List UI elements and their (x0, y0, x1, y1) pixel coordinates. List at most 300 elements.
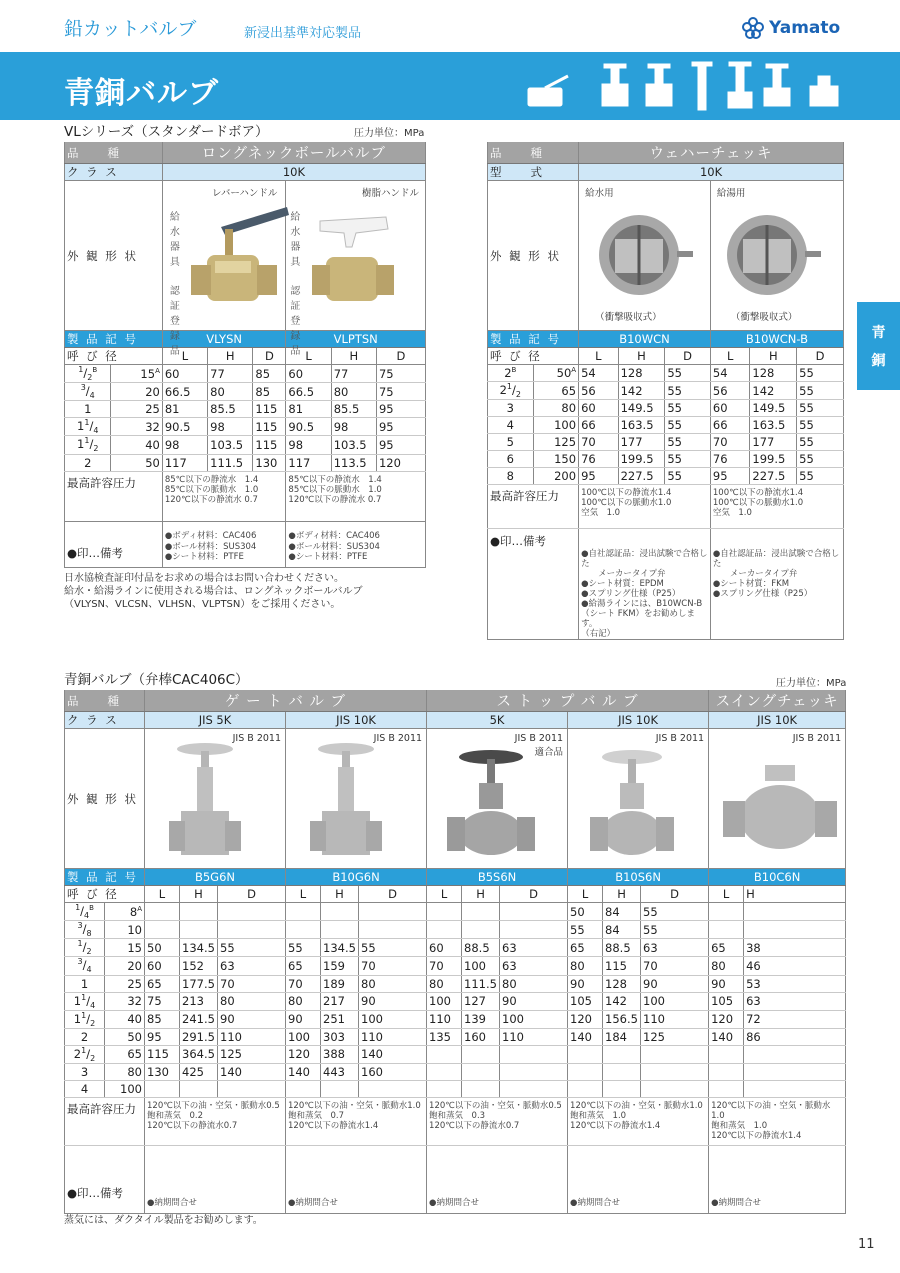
nominal-size-inch: 4 (65, 1080, 105, 1097)
dimension-cell (641, 1080, 709, 1097)
bronze-remark: ●納期問合せ (427, 1145, 568, 1213)
dimension-cell: 98 (286, 436, 331, 454)
dimension-cell (145, 903, 180, 921)
dimension-cell: 100 (359, 1010, 427, 1028)
dimension-cell: 84 (603, 921, 641, 939)
dimension-cell: 88.5 (603, 939, 641, 957)
dimension-cell: 105 (709, 992, 744, 1010)
dimension-cell: 110 (500, 1028, 568, 1045)
dimension-cell: 66 (579, 417, 619, 434)
dimension-cell: 139 (462, 1010, 500, 1028)
table-row (65, 401, 426, 418)
dimension-cell: 80 (500, 975, 568, 992)
dimension-cell: 95 (376, 436, 425, 454)
table-row (65, 1010, 846, 1028)
nominal-size-inch: $1^1/_4$ (65, 992, 105, 1010)
dimension-cell (744, 903, 846, 921)
nominal-size-inch: $1^1/_2$ (65, 436, 111, 454)
dimension-cell: 142 (603, 992, 641, 1010)
dimension-cell: 135 (427, 1028, 462, 1045)
dimension-cell: 111.5 (462, 975, 500, 992)
vl-remarks-2: ●ボディ材料：CAC406 ●ボール材料：SUS304 ●シート材料：PTFE (286, 521, 426, 567)
wafer-dimension-rows (488, 365, 844, 485)
nominal-size-inch: 5 (488, 434, 534, 451)
dimension-cell: 100 (641, 992, 709, 1010)
nominal-size-mm: $15^A$ (111, 365, 162, 383)
brand-flower-icon (742, 17, 764, 39)
dimension-cell: 66.5 (286, 383, 331, 401)
nominal-size-inch: $1^1/_2$ (65, 1010, 105, 1028)
dimension-cell: 72 (744, 1010, 846, 1028)
dimension-cell: 95 (145, 1028, 180, 1045)
nominal-size-mm: 65 (105, 1045, 145, 1063)
dimension-cell: 65 (145, 975, 180, 992)
stop-valve-5k-image: JIS B 2011 適合品 (427, 729, 568, 869)
dimension-cell: 388 (321, 1045, 359, 1063)
nominal-size-inch: 3 (65, 1063, 105, 1080)
dimension-cell: 75 (376, 383, 425, 401)
stop-valve-icon (441, 737, 551, 867)
product-code: VLYSN (162, 331, 286, 348)
dimension-cell (709, 1063, 744, 1080)
dimension-cell: 60 (162, 365, 207, 383)
nominal-size-inch: 1 (65, 975, 105, 992)
wafer-check-valve-icon (719, 199, 829, 309)
dimension-cell: 60 (427, 939, 462, 957)
dimension-cell: 63 (500, 939, 568, 957)
table-row (65, 454, 426, 471)
dimension-cell: 120 (376, 454, 425, 471)
table-row (65, 436, 426, 454)
bronze-footnote: 蒸気には、ダクタイル製品をお勧めします。 (64, 1215, 263, 1226)
dimension-cell: 303 (321, 1028, 359, 1045)
dimension-cell: 163.5 (750, 417, 797, 434)
dimension-cell: 213 (180, 992, 218, 1010)
dimension-cell: 149.5 (750, 400, 797, 417)
bronze-pressure: 120℃以下の油・空気・脈動水0.5 飽和蒸気 0.2 120℃以下の静流水0.7 (145, 1097, 286, 1145)
nominal-size-mm: 50 (105, 1028, 145, 1045)
dimension-cell: 227.5 (750, 468, 797, 485)
dimension-cell: 85.5 (208, 401, 253, 418)
table-row (65, 1028, 846, 1045)
dimension-cell: 81 (162, 401, 207, 418)
bronze-remark: ●納期問合せ (286, 1145, 427, 1213)
table-row (65, 992, 846, 1010)
dimension-cell (427, 1063, 462, 1080)
category-title: 鉛カットバルブ (64, 18, 197, 40)
wafer-check-valve-icon (591, 199, 701, 309)
dimension-cell: 65 (709, 939, 744, 957)
dimension-cell: 142 (618, 382, 665, 400)
nominal-size-inch: $^1/_2$ (65, 939, 105, 957)
table-row (488, 451, 844, 468)
dimension-cell: 75 (376, 365, 425, 383)
dimension-cell: 55 (797, 400, 844, 417)
dimension-cell: 80 (427, 975, 462, 992)
dimension-cell: 85 (253, 365, 286, 383)
nominal-size-inch: 6 (488, 451, 534, 468)
dimension-cell (321, 1080, 359, 1097)
bronze-type-gate: ゲ ー ト バ ル ブ (145, 690, 427, 712)
dimension-cell: 95 (579, 468, 619, 485)
wafer-type: ウェハーチェッキ (579, 142, 844, 164)
dimension-cell: 110 (359, 1028, 427, 1045)
dimension-cell: 70 (218, 975, 286, 992)
dimension-cell: 46 (744, 957, 846, 975)
dimension-cell: 100 (286, 1028, 321, 1045)
nominal-size-inch: $2^B$ (488, 365, 534, 382)
gate-valve-5k-image: JIS B 2011 (145, 729, 286, 869)
dimension-cell: 128 (603, 975, 641, 992)
dimension-cell (603, 1045, 641, 1063)
dimension-cell (359, 903, 427, 921)
gate-valve-icon (298, 737, 398, 867)
dimension-cell: 140 (359, 1045, 427, 1063)
dimension-cell (500, 1080, 568, 1097)
dimension-cell (145, 921, 180, 939)
table-row (65, 1045, 846, 1063)
dimension-cell: 70 (579, 434, 619, 451)
bronze-pressure: 120℃以下の油・空気・脈動水1.0 飽和蒸気 1.0 120℃以下の静流水1.4 (568, 1097, 709, 1145)
dimension-cell: 54 (710, 365, 750, 382)
nominal-size-mm: 200 (533, 468, 579, 485)
dimension-cell: 53 (744, 975, 846, 992)
bronze-dimension-rows (65, 903, 846, 1098)
side-tab: 青 銅 (857, 302, 900, 390)
bronze-type-stop: ス ト ッ プ バ ル ブ (427, 690, 709, 712)
dimension-cell: 55 (665, 365, 711, 382)
table-row (65, 903, 846, 921)
nominal-size-mm: 32 (105, 992, 145, 1010)
dimension-cell: 55 (665, 434, 711, 451)
nominal-size-mm: 20 (105, 957, 145, 975)
dimension-cell: 217 (321, 992, 359, 1010)
dimension-cell: 88.5 (462, 939, 500, 957)
dimension-cell: 110 (427, 1010, 462, 1028)
dimension-cell (744, 1063, 846, 1080)
dimension-cell (218, 1080, 286, 1097)
dimension-cell: 177 (750, 434, 797, 451)
dimension-cell: 54 (579, 365, 619, 382)
dimension-cell: 63 (500, 957, 568, 975)
dimension-cell: 103.5 (331, 436, 376, 454)
nominal-size-mm: 80 (105, 1063, 145, 1080)
nominal-size-mm: 100 (105, 1080, 145, 1097)
dimension-cell: 113.5 (331, 454, 376, 471)
dimension-cell: 95 (710, 468, 750, 485)
dimension-cell: 63 (218, 957, 286, 975)
dimension-cell (603, 1080, 641, 1097)
dimension-cell: 140 (218, 1063, 286, 1080)
vl-class: 10K (162, 164, 425, 181)
dimension-cell: 55 (359, 939, 427, 957)
dimension-cell: 70 (427, 957, 462, 975)
category-subtitle: 新浸出基準対応製品 (244, 26, 362, 41)
dimension-cell: 55 (797, 365, 844, 382)
dimension-cell: 125 (218, 1045, 286, 1063)
dimension-cell: 120 (568, 1010, 603, 1028)
dimension-cell: 76 (579, 451, 619, 468)
wafer-image-water: 給水用 （衝撃吸収式） (579, 181, 711, 331)
dimension-cell: 115 (253, 401, 286, 418)
nominal-size-mm: 80 (533, 400, 579, 417)
dimension-cell: 65 (286, 957, 321, 975)
dimension-cell: 120 (709, 1010, 744, 1028)
dimension-cell (218, 903, 286, 921)
cert-vertical-label: 給 水 器 具 認 証 登 録 品 (169, 212, 180, 357)
dimension-cell: 90 (641, 975, 709, 992)
table-row (488, 365, 844, 382)
dimension-cell: 160 (359, 1063, 427, 1080)
dimension-cell: 100 (427, 992, 462, 1010)
dimension-cell: 80 (331, 383, 376, 401)
dimension-cell: 55 (665, 382, 711, 400)
product-code: VLPTSN (286, 331, 426, 348)
wafer-pressure-2: 100℃以下の静流水1.4 100℃以下の脈動水1.0 空気 1.0 (710, 485, 843, 529)
dimension-cell: 50 (568, 903, 603, 921)
dimension-cell: 77 (208, 365, 253, 383)
dimension-cell: 38 (744, 939, 846, 957)
dimension-cell (709, 921, 744, 939)
dimension-cell (744, 921, 846, 939)
dimension-cell: 117 (286, 454, 331, 471)
dimension-cell: 159 (321, 957, 359, 975)
dimension-cell: 128 (618, 365, 665, 382)
dimension-cell: 70 (710, 434, 750, 451)
vl-pressure-1: 85℃以下の静流水 1.4 85℃以下の脈動水 1.0 120℃以下の静流水 0.7 (162, 471, 286, 521)
vl-section-title: VLシリーズ（スタンダードボア） (64, 124, 269, 140)
brand-logo (742, 16, 840, 40)
bronze-type-swing: スイングチェッキ (709, 690, 846, 712)
nominal-size-mm: 10 (105, 921, 145, 939)
dimension-cell (709, 1045, 744, 1063)
product-code: B10WCN (579, 331, 711, 348)
dimension-cell: 125 (641, 1028, 709, 1045)
table-row (488, 400, 844, 417)
product-code: B5S6N (427, 869, 568, 886)
dimension-cell (286, 903, 321, 921)
vl-pressure-unit: 圧力単位：MPa (354, 128, 425, 139)
wafer-pressure-1: 100℃以下の静流水1.4 100℃以下の脈動水1.0 空気 1.0 (579, 485, 711, 529)
nominal-size-inch: $^3/_4$ (65, 383, 111, 401)
dimension-cell: 156.5 (603, 1010, 641, 1028)
bronze-spec-table: 品 種 ゲ ー ト バ ル ブ ス ト ッ プ バ ル ブ スイングチェッキ ク ラ ス JIS 5K JIS 10K 5K JIS 10K JIS 10K 外 観 形 状 JIS B 2011 JIS B 2011 JIS B 2011 適合品 JIS B 2011 JIS B 2011 製 品 記 号 B5G6N B10G6N B5S6N B10S6N B10C6N 呼 び 径 L H D L H D L H D L H D L H $^1/_4^B$ $8^A$ 50 84 55 $^3/_8$ 10 55 84 55 $^1/_2$ 15 50 134.5 55 55 134.5 55 60 88.5 63 65 88.5 63 65 38 $^3/_4$ 20 60 152 63 65 159 70 70 100 63 80 115 70 80 46 1 25 65 177.5 70 70 189 80 80 111.5 80 90 128 90 90 53 $1^1/_4$ 32 75 213 80 80 217 90 100 127 90 105 142 100 105 63 $1^1/_2$ 40 85 241.5 90 90 251 100 110 139 100 120 156.5 110 120 72 2 50 95 291.5 110 100 303 110 135 160 110 140 184 125 140 86 $2^1/_2$ 65 115 364.5 125 120 388 140 3 80 130 425 140 140 443 160 4 100 最高許容圧力 120℃以下の油・空気・脈動水0.5 飽和蒸気 0.2 120℃以下の静流水0.7 120℃以下の油・空気・脈動水1.0 飽和蒸気 0.7 120℃以下の静流水1.4 120℃以下の油・空気・脈動水0.5 飽和蒸気 0.3 120℃以下の静流水0.7 120℃以下の油・空気・脈動水1.0 飽和蒸気 1.0 120℃以下の静流水1.4 120℃以下の油・空気・脈動水1.0 飽和蒸気 1.0 120℃以下の静流水1.4 ●印…備考 ●納期問合せ ●納期問合せ ●納期問合せ ●納期問合せ ●納期問合せ (64, 690, 846, 1214)
dimension-cell (321, 921, 359, 939)
dimension-cell: 103.5 (208, 436, 253, 454)
dimension-cell: 55 (568, 921, 603, 939)
bronze-remark: ●納期問合せ (568, 1145, 709, 1213)
dimension-cell: 95 (376, 418, 425, 436)
dimension-cell: 134.5 (180, 939, 218, 957)
dimension-cell: 115 (253, 418, 286, 436)
dimension-cell: 77 (331, 365, 376, 383)
nominal-size-inch: 2 (65, 454, 111, 471)
wafer-remarks-1: ●自社認証品：浸出試験で合格した メーカータイプ弁 ●シート材質：EPDM ●スプリング仕様（P25） ●給湯ラインには、B10WCN-B （シート FKM）をお勧めします。 （右記） (579, 529, 711, 640)
page-number: 11 (858, 1237, 875, 1252)
vl-spec-table: 品 種 ロングネックボールバルブ ク ラ ス 10K 外 観 形 状 レバーハンドル 給 水 器 具 認 証 登 録 品 樹脂ハンドル 給 水 器 具 認 証 登 録 品 製 品 記 号 VLYSN VLPTSN 呼 び 径 L H D L H D $^1/_2^B$ $15^A$ 60 77 85 60 77 75 $^3/_4$ 20 66.5 80 85 66.5 80 75 1 25 81 85.5 115 81 85.5 95 $1^1/_4$ 32 90.5 98 115 90.5 98 95 $1^1/_2$ 40 98 103.5 115 98 103.5 95 2 50 117 111.5 130 117 113.5 120 最高許容圧力 85℃以下の静流水 1.4 85℃以下の脈動水 1.0 120℃以下の静流水 0.7 85℃以下の静流水 1.4 85℃以下の脈動水 1.0 120℃以下の静流水 0.7 ●印…備考 ●ボディ材料：CAC406 ●ボール材料：SUS304 ●シート材料：PTFE ●ボディ材料：CAC406 ●ボール材料：SUS304 ●シート材料：PTFE (64, 142, 426, 568)
nominal-size-mm: 25 (105, 975, 145, 992)
dimension-cell (427, 1045, 462, 1063)
dimension-cell: 86 (744, 1028, 846, 1045)
dimension-cell: 55 (665, 417, 711, 434)
dimension-cell: 85.5 (331, 401, 376, 418)
nominal-size-mm: $8^A$ (105, 903, 145, 921)
dimension-cell: 90 (359, 992, 427, 1010)
vl-pressure-2: 85℃以下の静流水 1.4 85℃以下の脈動水 1.0 120℃以下の静流水 0.7 (286, 471, 426, 521)
dimension-cell: 134.5 (321, 939, 359, 957)
ball-valve-resin-icon (306, 199, 406, 329)
dimension-cell: 149.5 (618, 400, 665, 417)
dimension-cell: 85 (253, 383, 286, 401)
nominal-size-mm: $50^A$ (533, 365, 579, 382)
dimension-cell: 80 (359, 975, 427, 992)
table-row (65, 365, 426, 383)
dimension-cell (427, 921, 462, 939)
dimension-cell (462, 1080, 500, 1097)
dimension-cell (462, 921, 500, 939)
dimension-cell (145, 1080, 180, 1097)
dimension-cell (427, 903, 462, 921)
dimension-cell: 60 (286, 365, 331, 383)
table-row (65, 1063, 846, 1080)
dimension-cell (359, 921, 427, 939)
dimension-cell: 117 (162, 454, 207, 471)
dimension-cell: 55 (641, 903, 709, 921)
dimension-cell: 115 (253, 436, 286, 454)
dimension-cell (568, 1080, 603, 1097)
dimension-cell: 50 (145, 939, 180, 957)
nominal-size-inch: $1^1/_4$ (65, 418, 111, 436)
dimension-cell (286, 921, 321, 939)
dimension-cell: 65 (568, 939, 603, 957)
dimension-cell (286, 1080, 321, 1097)
vl-footnote: 日水協検査証印付品をお求めの場合はお問い合わせください。 給水・給湯ラインに使用される場合は、ロングネックボールバルブ （VLYSN、VLCSN、VLHSN、VLPTSN）をご採用ください。 (64, 573, 363, 610)
dimension-cell: 70 (359, 957, 427, 975)
dimension-cell: 90 (709, 975, 744, 992)
dimension-cell: 60 (579, 400, 619, 417)
dimension-cell (359, 1080, 427, 1097)
dimension-cell: 85 (145, 1010, 180, 1028)
dimension-cell: 90 (500, 992, 568, 1010)
dimension-cell (641, 1063, 709, 1080)
dimension-cell: 55 (797, 468, 844, 485)
dimension-cell (568, 1045, 603, 1063)
dimension-cell: 100 (462, 957, 500, 975)
nominal-size-mm: 100 (533, 417, 579, 434)
dimension-cell (641, 1045, 709, 1063)
dimension-cell (709, 1080, 744, 1097)
title-band (0, 52, 900, 120)
dimension-cell (462, 1045, 500, 1063)
brand-name: Yamato (769, 18, 841, 38)
nominal-size-inch: 2 (65, 1028, 105, 1045)
dimension-cell (500, 1045, 568, 1063)
gate-valve-10k-image: JIS B 2011 (286, 729, 427, 869)
dimension-cell (500, 921, 568, 939)
product-code: B10C6N (709, 869, 846, 886)
table-row (488, 468, 844, 485)
table-row (488, 417, 844, 434)
dimension-cell: 63 (744, 992, 846, 1010)
dimension-cell: 110 (218, 1028, 286, 1045)
dimension-cell (603, 1063, 641, 1080)
product-code: B10S6N (568, 869, 709, 886)
dimension-cell (427, 1080, 462, 1097)
nominal-size-inch: 4 (488, 417, 534, 434)
dimension-cell (744, 1080, 846, 1097)
dimension-cell: 364.5 (180, 1045, 218, 1063)
bronze-pressure: 120℃以下の油・空気・脈動水0.5 飽和蒸気 0.3 120℃以下の静流水0.7 (427, 1097, 568, 1145)
product-code: B5G6N (145, 869, 286, 886)
dimension-cell: 291.5 (180, 1028, 218, 1045)
table-row (65, 921, 846, 939)
dimension-cell: 55 (797, 434, 844, 451)
table-row (488, 382, 844, 400)
wafer-remarks-2: ●自社認証品：浸出試験で合格した メーカータイプ弁 ●シート材質：FKM ●スプリング仕様（P25） (710, 529, 843, 640)
vl-remarks-1: ●ボディ材料：CAC406 ●ボール材料：SUS304 ●シート材料：PTFE (162, 521, 286, 567)
stop-valve-icon (582, 737, 692, 867)
nominal-size-mm: 15 (105, 939, 145, 957)
dimension-cell: 55 (218, 939, 286, 957)
cert-vertical-label-2: 給 水 器 具 認 証 登 録 品 (290, 212, 301, 357)
bronze-pressure: 120℃以下の油・空気・脈動水1.0 飽和蒸気 0.7 120℃以下の静流水1.4 (286, 1097, 427, 1145)
table-row (65, 939, 846, 957)
product-code: B10WCN-B (710, 331, 843, 348)
product-code: B10G6N (286, 869, 427, 886)
dimension-cell: 227.5 (618, 468, 665, 485)
dimension-cell: 55 (797, 417, 844, 434)
dimension-cell: 80 (286, 992, 321, 1010)
nominal-size-mm: 20 (111, 383, 162, 401)
dimension-cell: 177.5 (180, 975, 218, 992)
nominal-size-inch: 3 (488, 400, 534, 417)
dimension-cell: 98 (208, 418, 253, 436)
nominal-size-mm: 32 (111, 418, 162, 436)
vl-image-resin: 樹脂ハンドル 給 水 器 具 認 証 登 録 品 (286, 181, 426, 331)
dimension-cell: 81 (286, 401, 331, 418)
dimension-cell: 55 (665, 451, 711, 468)
gate-valve-icon (157, 737, 257, 867)
dimension-cell: 90.5 (162, 418, 207, 436)
table-row (65, 418, 426, 436)
bronze-section-title: 青銅バルブ（弁棒CAC406C） (64, 672, 249, 688)
dimension-cell (218, 921, 286, 939)
vl-type: ロングネックボールバルブ (162, 142, 425, 164)
stop-valve-10k-image: JIS B 2011 (568, 729, 709, 869)
dimension-cell: 425 (180, 1063, 218, 1080)
vl-dimension-rows (65, 365, 426, 472)
dimension-cell (568, 1063, 603, 1080)
dimension-cell: 152 (180, 957, 218, 975)
dimension-cell: 199.5 (750, 451, 797, 468)
dimension-cell (321, 903, 359, 921)
dimension-cell: 80 (568, 957, 603, 975)
nominal-size-inch: $^3/_8$ (65, 921, 105, 939)
dimension-cell: 115 (603, 957, 641, 975)
dimension-cell: 98 (331, 418, 376, 436)
nominal-size-inch: $^1/_2^B$ (65, 365, 111, 383)
dimension-cell: 55 (641, 921, 709, 939)
dimension-cell: 105 (568, 992, 603, 1010)
swing-check-valve-icon (721, 737, 841, 867)
dimension-cell: 120 (286, 1045, 321, 1063)
dimension-cell: 98 (162, 436, 207, 454)
dimension-cell: 115 (145, 1045, 180, 1063)
dimension-cell (180, 903, 218, 921)
dimension-cell: 177 (618, 434, 665, 451)
dimension-cell: 55 (797, 451, 844, 468)
dimension-cell: 80 (709, 957, 744, 975)
